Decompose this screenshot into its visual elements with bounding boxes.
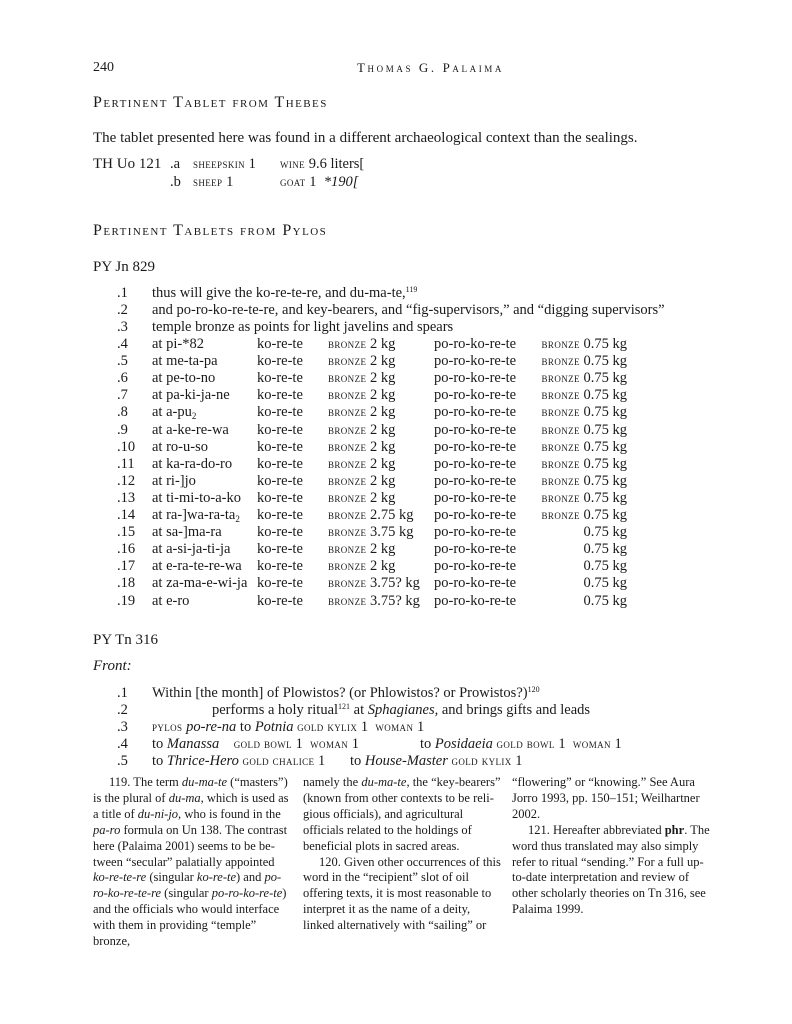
line-num: .13 bbox=[117, 489, 136, 506]
line-num: .6 bbox=[117, 370, 128, 387]
footnote-119-cont: namely the du-ma-te, the “key-bearers” (known from other contexts to be reli-gious officials), and agricultural officials related to the holdings of beneficial plots in sacred areas. bbox=[303, 775, 501, 853]
place-name: at ro-u-so bbox=[152, 438, 208, 455]
place-name: at ti-mi-to-a-ko bbox=[152, 489, 241, 506]
official-title: po-ro-ko-re-te bbox=[434, 489, 517, 506]
official-title: ko-re-te bbox=[257, 370, 303, 387]
place-name: at za-ma-e-wi-ja bbox=[152, 575, 248, 592]
line-num: .10 bbox=[117, 438, 136, 455]
commodity: goat 1 *190[ bbox=[280, 174, 359, 190]
tablet-id-py-tn-316: PY Tn 316 bbox=[93, 632, 159, 648]
official-title: po-ro-ko-re-te bbox=[434, 455, 517, 472]
official-title: po-ro-ko-re-te bbox=[434, 387, 517, 404]
bronze-amount: bronze 3.75 kg bbox=[328, 524, 414, 541]
place-name: at pa-ki-ja-ne bbox=[152, 387, 230, 404]
commodity: wine 9.6 liters[ bbox=[280, 156, 365, 172]
place-name: at $a-pu_2$ bbox=[152, 404, 197, 422]
bronze-amount: bronze 0.75 kg bbox=[541, 472, 627, 489]
official-title: po-ro-ko-re-te bbox=[434, 575, 517, 592]
place-name: at e-ro bbox=[152, 592, 190, 609]
official-title: ko-re-te bbox=[257, 336, 303, 352]
official-title: po-ro-ko-re-te bbox=[434, 438, 517, 455]
line-num: .7 bbox=[117, 387, 128, 404]
bronze-amount: bronze 0.75 kg bbox=[541, 489, 627, 506]
place-name: at pi-*82 bbox=[152, 336, 204, 352]
bronze-amount: bronze 2 kg bbox=[328, 455, 396, 472]
tn-line: to Manassa gold bowl 1 woman 1 bbox=[152, 736, 359, 752]
bronze-amount: bronze 2 kg bbox=[328, 421, 396, 438]
line-num: .9 bbox=[117, 421, 128, 438]
official-title: po-ro-ko-re-te bbox=[434, 558, 517, 575]
tn-line: Within [the month] of Plowistos? (or Phlowistos? or Prowistos?)$^{120}$ bbox=[152, 685, 540, 701]
official-title: ko-re-te bbox=[257, 558, 303, 575]
bronze-amount: bronze 2 kg bbox=[328, 472, 396, 489]
official-title: po-ro-ko-re-te bbox=[434, 404, 517, 421]
official-title: ko-re-te bbox=[257, 524, 303, 541]
line-num: .1 bbox=[117, 285, 128, 301]
line-num: .17 bbox=[117, 558, 136, 575]
official-title: ko-re-te bbox=[257, 353, 303, 370]
bronze-amount: bronze 3.75? kg bbox=[328, 575, 420, 592]
place-name: at a-si-ja-ti-ja bbox=[152, 541, 231, 558]
official-title: ko-re-te bbox=[257, 507, 303, 523]
bronze-amount: bronze 0.75 kg bbox=[541, 507, 627, 523]
official-title: po-ro-ko-re-te bbox=[434, 421, 517, 438]
bronze-amount: bronze 2 kg bbox=[328, 404, 396, 421]
footnote-column-2 bbox=[303, 775, 503, 934]
bronze-amount: bronze 3.75? kg bbox=[328, 592, 420, 609]
page-number: 240 bbox=[93, 60, 114, 75]
bronze-amount: bronze 0.75 kg bbox=[541, 370, 627, 387]
line-num: .19 bbox=[117, 592, 136, 609]
tn-line: pylos po-re-na to Potnia gold kylix 1 woman 1 bbox=[152, 719, 425, 735]
bronze-amount: bronze 2.75 kg bbox=[328, 507, 414, 523]
official-title: ko-re-te bbox=[257, 421, 303, 438]
official-title: ko-re-te bbox=[257, 592, 303, 609]
bronze-amount: bronze 2 kg bbox=[328, 541, 396, 558]
place-name: at $ra-]wa-ra-ta_2$ bbox=[152, 507, 240, 524]
line-num: .11 bbox=[117, 455, 135, 472]
line-num: .14 bbox=[117, 507, 136, 523]
line-num: .5 bbox=[117, 753, 128, 769]
tn-line: to Posidaeia gold bowl 1 woman 1 bbox=[420, 736, 622, 752]
official-title: po-ro-ko-re-te bbox=[434, 541, 517, 558]
bronze-amount: 0.75 kg bbox=[583, 592, 627, 609]
front-label: Front: bbox=[93, 658, 132, 674]
footnote-120-cont: “flowering” or “knowing.” See Aura Jorro 1993, pp. 150–151; Weilhartner 2002. bbox=[512, 775, 700, 821]
bronze-amount: bronze 0.75 kg bbox=[541, 404, 627, 421]
bronze-amount: bronze 2 kg bbox=[328, 489, 396, 506]
tn-line: to Thrice-Hero gold chalice 1 bbox=[152, 753, 326, 769]
running-title: Thomas G. Palaima bbox=[357, 60, 505, 75]
official-title: ko-re-te bbox=[257, 489, 303, 506]
bronze-amount: 0.75 kg bbox=[583, 575, 627, 592]
intro-line: temple bronze as points for light javelins and spears bbox=[152, 319, 454, 335]
line-num: .5 bbox=[117, 353, 128, 370]
place-name: at e-ra-te-re-wa bbox=[152, 558, 242, 575]
official-title: ko-re-te bbox=[257, 404, 303, 421]
official-title: ko-re-te bbox=[257, 438, 303, 455]
tn-line: to House-Master gold kylix 1 bbox=[350, 753, 523, 769]
commodity: sheep 1 bbox=[193, 174, 234, 190]
bronze-amount: bronze 2 kg bbox=[328, 438, 396, 455]
place-name: at me-ta-pa bbox=[152, 353, 218, 370]
bronze-amount: bronze 0.75 kg bbox=[541, 438, 627, 455]
line-num: .a bbox=[170, 156, 181, 172]
bronze-amount: 0.75 kg bbox=[583, 541, 627, 558]
official-title: po-ro-ko-re-te bbox=[434, 353, 517, 370]
bronze-amount: 0.75 kg bbox=[583, 558, 627, 575]
place-name: at pe-to-no bbox=[152, 370, 216, 387]
line-num: .2 bbox=[117, 702, 128, 718]
bronze-amount: bronze 0.75 kg bbox=[541, 353, 627, 370]
line-num: .3 bbox=[117, 319, 128, 335]
line-num: .4 bbox=[117, 736, 128, 752]
bronze-amount: bronze 2 kg bbox=[328, 336, 396, 352]
intro-line: and po-ro-ko-re-te-re, and key-bearers, and “fig-supervisors,” and “digging supervisors” bbox=[152, 302, 665, 318]
line-num: .1 bbox=[117, 685, 128, 701]
official-title: ko-re-te bbox=[257, 472, 303, 489]
official-title: po-ro-ko-re-te bbox=[434, 336, 517, 352]
bronze-amount: bronze 2 kg bbox=[328, 558, 396, 575]
bronze-amount: bronze 0.75 kg bbox=[541, 336, 627, 352]
heading-thebes: Pertinent Tablet from Thebes bbox=[93, 94, 328, 111]
intro-line: thus will give the ko-re-te-re, and du-ma-te,$^{119}$ bbox=[152, 285, 418, 301]
official-title: ko-re-te bbox=[257, 541, 303, 558]
footnote-119: 119. The term du-ma-te (“masters”) is the plural of du-ma, which is used as a title of du-ni-jo, who is found in the pa-ro formula on Un 138. The contrast here (Palaima 2001) seems to be be-tween “secular” palatially appointed ko-re-te-re (singular ko-re-te) and po-ro-ko-re-te-re (singular po-ro-ko-re-te) and the officials who would interface with them in providing “temple” bronze, bbox=[93, 775, 289, 949]
footnote-120: 120. Given other occurrences of this word in the “recipient” slot of oil offering texts, it is most reasonable to interpret it as the name of a deity, linked alternatively with “sailing” or bbox=[303, 854, 501, 933]
bronze-amount: bronze 2 kg bbox=[328, 370, 396, 387]
line-num: .18 bbox=[117, 575, 136, 592]
line-num: .15 bbox=[117, 524, 136, 541]
line-num: .16 bbox=[117, 541, 136, 558]
official-title: ko-re-te bbox=[257, 455, 303, 472]
official-title: po-ro-ko-re-te bbox=[434, 507, 517, 523]
footnote-121: 121. Hereafter abbreviated phr. The word thus translated may also simply refer to ritual “sending.” For a full up-to-date interpretation and review of other scholarly theories on Tn 316, see Palaima 1999. bbox=[512, 822, 710, 917]
bronze-amount: bronze 0.75 kg bbox=[541, 387, 627, 404]
bronze-amount: bronze 2 kg bbox=[328, 353, 396, 370]
footnote-column-1 bbox=[93, 775, 293, 950]
thebes-intro: The tablet presented here was found in a different archaeological context than the sealings. bbox=[93, 130, 638, 146]
place-name: at sa-]ma-ra bbox=[152, 524, 222, 541]
official-title: ko-re-te bbox=[257, 387, 303, 404]
line-num: .8 bbox=[117, 404, 128, 421]
official-title: po-ro-ko-re-te bbox=[434, 592, 517, 609]
line-num: .12 bbox=[117, 472, 136, 489]
place-name: at ri-]jo bbox=[152, 472, 196, 489]
line-num: .4 bbox=[117, 336, 128, 352]
line-num: .3 bbox=[117, 719, 128, 735]
tn-line: performs a holy ritual$^{121}$ at Sphagianes, and brings gifts and leads bbox=[212, 702, 591, 718]
footnote-column-3 bbox=[512, 775, 712, 918]
official-title: po-ro-ko-re-te bbox=[434, 472, 517, 489]
official-title: po-ro-ko-re-te bbox=[434, 524, 517, 541]
line-num: .2 bbox=[117, 302, 128, 318]
bronze-amount: bronze 0.75 kg bbox=[541, 455, 627, 472]
line-num: .b bbox=[170, 174, 181, 190]
bronze-amount: bronze 0.75 kg bbox=[541, 421, 627, 438]
heading-pylos: Pertinent Tablets from Pylos bbox=[93, 222, 328, 239]
place-name: at ka-ra-do-ro bbox=[152, 455, 233, 472]
tablet-id-py-jn-829: PY Jn 829 bbox=[93, 259, 155, 275]
bronze-amount: bronze 2 kg bbox=[328, 387, 396, 404]
commodity: sheepskin 1 bbox=[193, 156, 256, 172]
place-name: at a-ke-re-wa bbox=[152, 421, 229, 438]
tablet-id-th-uo-121: TH Uo 121 bbox=[93, 156, 162, 172]
official-title: po-ro-ko-re-te bbox=[434, 370, 517, 387]
official-title: ko-re-te bbox=[257, 575, 303, 592]
bronze-amount: 0.75 kg bbox=[583, 524, 627, 541]
